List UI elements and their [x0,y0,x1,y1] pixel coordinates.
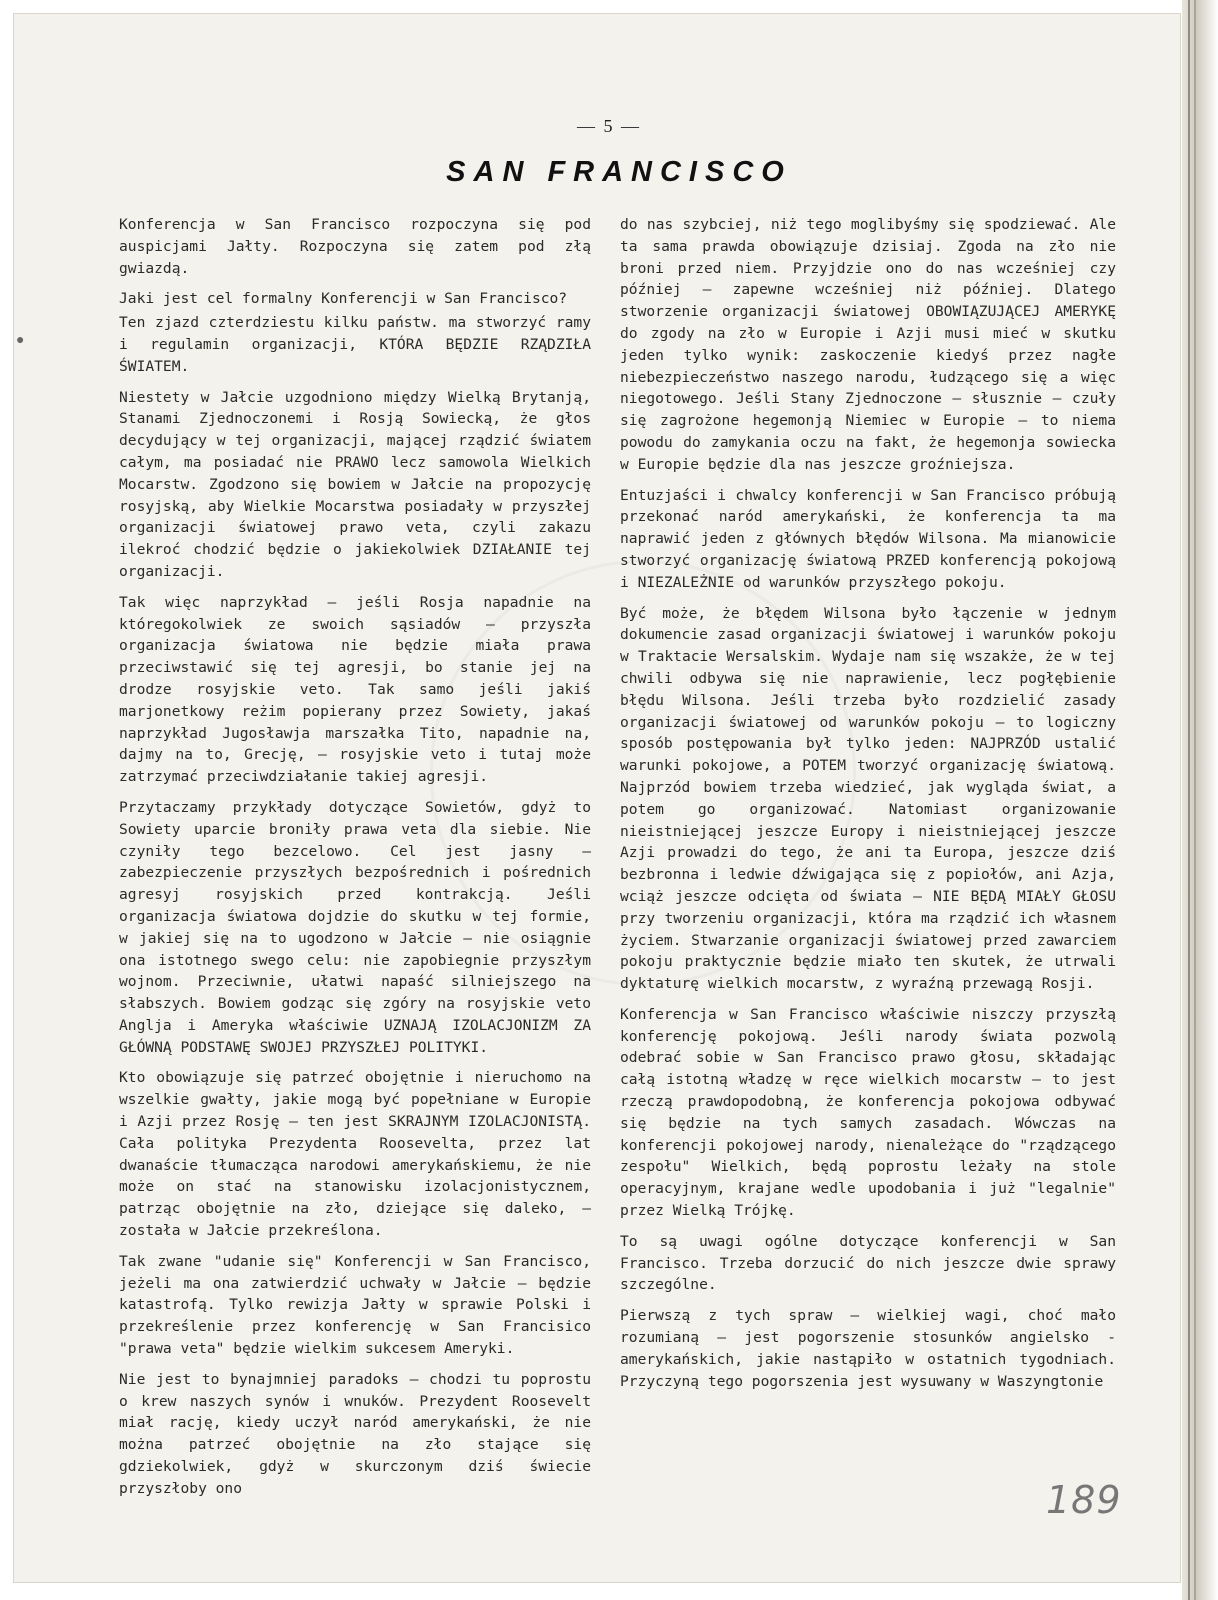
paragraph: To są uwagi ogólne dotyczące konferencji w San Francisco. Trzeba dorzucić do nich jeszcze dwie sprawy szczególne. [620,1232,1116,1294]
page-edge-line [1194,0,1196,1600]
paragraph: Entuzjaści i chwalcy konferencji w San Francisco próbują przekonać naród amerykański, że konferencja ta ma naprawić jeden z głównych błędów Wilsona. Ma mianowicie stworzyć organizację światową PRZED konferencją pokojową i NIEZALEŻNIE od warunków przyszłego pokoju. [620,486,1116,591]
page-edge-shadow [1182,0,1218,1600]
paragraph: Kto obowiązuje się patrzeć obojętnie i nieruchomo na wszelkie gwałty, jakie mogą być popełniane w Europie i Azji przez Rosję — ten jest SKRAJNYM IZOLACJONISTĄ. Cała polityka Prezydenta Roosevelta, przez lat dwanaście tłumacząca narodowi amerykańskiemu, że nie może on stać na stanowisku izolacjonistycznem, patrząc obojętnie na zło, dziejące się daleko, — została w Jałcie przekreślona. [119,1069,591,1240]
paragraph: Niestety w Jałcie uzgodniono między Wielką Brytanją, Stanami Zjednoczonemi i Rosją Sowiecką, że głos decydujący w tej organizacji, mającej rządzić światem całym, ma posiadać nie PRAWO lecz samowola Wielkich Mocarstw. Zgodzono się bowiem w Jałcie na propozycję rosyjską, aby Wielkie Mocarstwa posiadały w przyszłej organizacji światowej prawo veta, czyli zakazu ilekroć chodzić będzie o jakiekolwiek DZIAŁANIE tej organizacji. [119,388,591,580]
paragraph: Tak więc naprzykład — jeśli Rosja napadnie na któregokolwiek ze swoich sąsiadów — przyszła organizacja światowa nie będzie miała prawa przeciwstawić się tej agresji, bo stanie jej na drodze rosyjskie veto. Tak samo jeśli jakiś marjonetkowy reżim popierany przez Sowiety, jakaś naprzykład Jugosławja marszałka Tito, napadnie na, dajmy na to, Grecję, — rosyjskie veto i tutaj może zatrzymać przeciwdziałanie takiej agresji. [119,593,591,786]
left-text-column [119,214,591,1509]
article-title: SAN FRANCISCO [446,156,792,188]
paragraph: Konferencja w San Francisco właściwie niszczy przyszłą konferencję pokojową. Jeśli narody świata pozwolą odebrać sobie w San Francisco prawo głosu, składając całą istotną władzę w ręce wielkich mocarstw — to jest rzeczą prawdopodobną, że konferencja pokojowa odbywać się będzie na tych samych zasadach. Wówczas na konferencji pokojowej narody, nienależące do "rządzącego zespołu" Wielkich, będą poprostu leżały na stole operacyjnym, krajane wedle upodobania i już "legalnie" przez Wielką Trójkę. [620,1005,1116,1220]
paragraph: Jaki jest cel formalny Konferencji w San Francisco? [119,290,568,308]
paragraph: Ten zjazd czterdziestu kilku państw. ma stworzyć ramy i regulamin organizacji, KTÓRA BĘDZIE RZĄDZIŁA ŚWIATEM. [119,314,591,375]
margin-mark: ● [16,333,25,348]
page-edge-line [1188,0,1190,1600]
paragraph: Tak zwane "udanie się" Konferencji w San Francisco, jeżeli ma ona zatwierdzić uchwały w Jałcie — będzie katastrofą. Tylko rewizja Jałty w sprawie Polski i przekreślenie przez konferencję w San Francisico "prawa veta" będzie wielkim sukcesem Ameryki. [119,1252,591,1358]
paragraph: Przytaczamy przykłady dotyczące Sowietów, gdyż to Sowiety uparcie broniły prawa veta dla siebie. Nie czyniły tego bezcelowo. Cel jest jasny — zabezpieczenie przyszłych bezpośrednich i pośrednich agresyj rosyjskich przed kontrakcją. Jeśli organizacja światowa dojdzie do skutku w tej formie, w jakiej się na to ugodzono w Jałcie — nie osiągnie ona istotnego swego celu: nie zapobiegnie przyszłym wojnom. Przeciwnie, ułatwi napaść silniejszego na słabszych. Bowiem godząc się zgóry na rosyjskie veto Anglja i Ameryka właściwie UZNAJĄ IZOLACJONIZM ZA GŁÓWNĄ PODSTAWĘ SWOJEJ PRZYSZŁEJ POLITYKI. [119,798,591,1056]
paragraph: Być może, że błędem Wilsona było łączenie w jednym dokumencie zasad organizacji światowej i warunków pokoju w Traktacie Wersalskim. Wydaje nam się wszakże, że w tej chwili odbywa się nie naprawienie, lecz pogłębienie błędu Wilsona. Jeśli trzeba było rozdzielić zasady organizacji światowej od warunków pokoju — to logiczny sposób postępowania był tylko jeden: NAJPRZÓD ustalić warunki pokojowe, a POTEM tworzyć organizację światową. Najprzód bowiem trzeba wiedzieć, jak wygląda świat, a potem go organizować. Natomiast organizowanie nieistniejącej jeszcze Europy i nieistniejącej jeszcze Azji prowadzi do tego, że ani ta Europa, jeszcze dziś bezbronna i ledwie dźwigająca się z popiołów, ani Azja, wciąż jeszcze odcięta od świata — NIE BĘDĄ MIAŁY GŁOSU przy tworzeniu organizacji, która ma rządzić ich własnem życiem. Stwarzanie organizacji światowej przed zawarciem pokoju praktycznie będzie miało ten skutek, że utrwali dyktaturę wielkich mocarstw, z wyraźną przewagą Rosji. [620,604,1116,993]
paragraph: do nas szybciej, niż tego moglibyśmy się spodziewać. Ale ta sama prawda obowiązuje dzisiaj. Zgoda na zło nie broni przed niem. Przyjdzie ono do nas wcześniej czy później — zapewne wcześniej niż później. Dlatego stworzenie organizacji światowej OBOWIĄZUJĄCEJ AMERYKĘ do zgody na zło w Europie i Azji musi mieć w skutku jeden tylko wynik: zaskoczenie kiedyś przez nagłe niebezpieczeństwo naszego narodu, łudzącego się a więc niegotowego. Jeśli Stany Zjednoczone — słusznie — czuły się zagrożone hegemonją Niemiec w Europie — to niema powodu do zamykania oczu na fakt, że hegemonja sowiecka w Europie będzie dla nas jeszcze groźniejsza. [620,216,1116,473]
page-number: — 5 — [577,116,641,136]
paragraph: Nie jest to bynajmniej paradoks — chodzi tu poprostu o krew naszych synów i wnuków. Prezydent Roosevelt miał rację, kiedy uczył naród amerykański, że nie można patrzeć obojętnie na zło stające się gdziekolwiek, gdyż w skurczonym dziś świecie przyszłoby ono [119,1370,591,1497]
right-text-column [620,214,1116,1401]
paragraph: Pierwszą z tych spraw — wielkiej wagi, choć mało rozumianą — jest pogorszenie stosunków angielsko - amerykańskich, jakie nastąpiło w ostatnich tygodniach. Przyczyną tego pogorszenia jest wysuwany w Waszyngtonie [620,1307,1116,1390]
paragraph: Konferencja w San Francisco rozpoczyna się pod auspicjami Jałty. Rozpoczyna się zatem pod złą gwiazdą. [119,216,591,277]
handwritten-archive-number: 189 [1046,1478,1122,1522]
